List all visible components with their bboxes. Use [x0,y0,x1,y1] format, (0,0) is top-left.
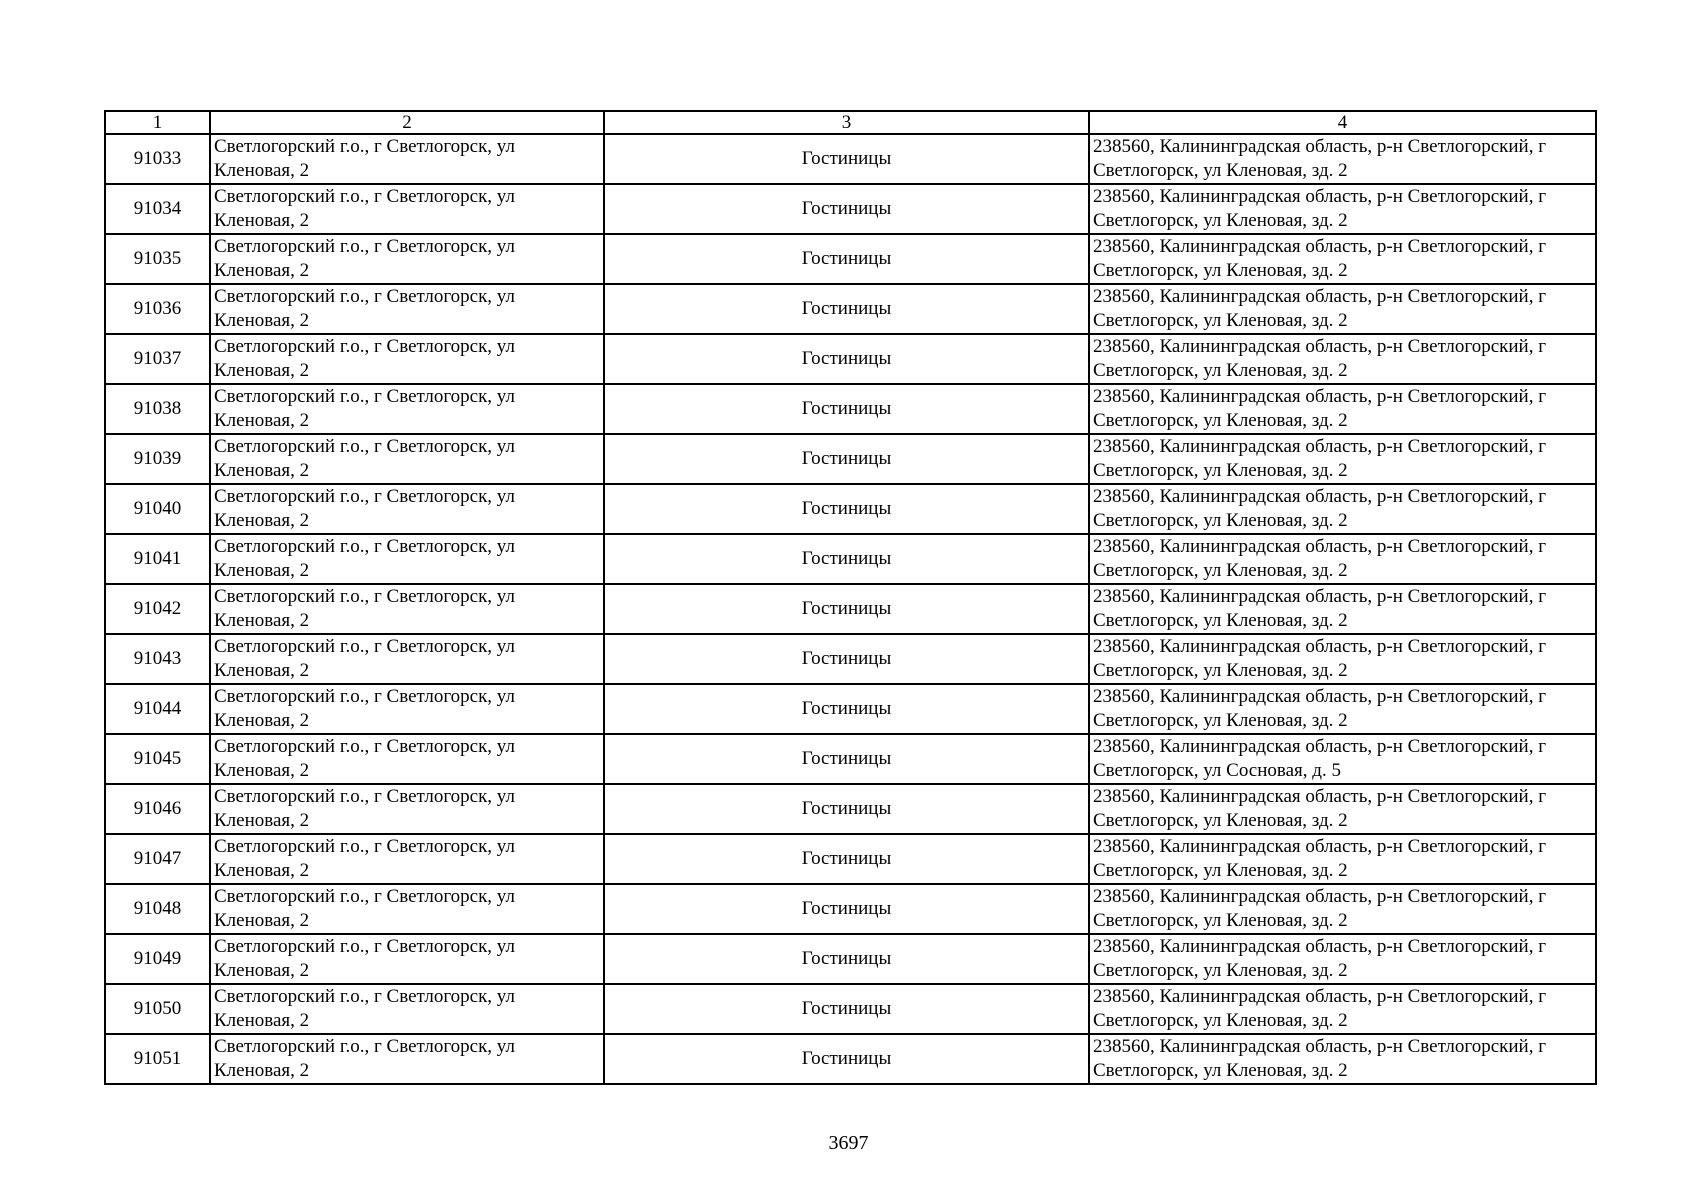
table-row [105,234,1596,284]
object-type-cell: Гостиницы [604,634,1089,684]
location-cell: Светлогорский г.о., г Светлогорск, ул Кленовая, 2 [210,734,604,784]
column-header-1: 1 [105,111,210,134]
row-number-cell: 91033 [105,134,210,184]
location-cell: Светлогорский г.о., г Светлогорск, ул Кленовая, 2 [210,834,604,884]
table-row [105,584,1596,634]
location-cell: Светлогорский г.о., г Светлогорск, ул Кленовая, 2 [210,984,604,1034]
page-number: 3697 [828,1132,869,1154]
table-row [105,184,1596,234]
address-cell: 238560, Калининградская область, р-н Светлогорский, г Светлогорск, ул Сосновая, д. 5 [1089,734,1596,784]
row-number-cell: 91048 [105,884,210,934]
row-number-cell: 91045 [105,734,210,784]
location-cell: Светлогорский г.о., г Светлогорск, ул Кленовая, 2 [210,284,604,334]
object-type-cell: Гостиницы [604,134,1089,184]
location-cell: Светлогорский г.о., г Светлогорск, ул Кленовая, 2 [210,384,604,434]
address-cell: 238560, Калининградская область, р-н Светлогорский, г Светлогорск, ул Кленовая, зд. 2 [1089,234,1596,284]
address-cell: 238560, Калининградская область, р-н Светлогорский, г Светлогорск, ул Кленовая, зд. 2 [1089,634,1596,684]
column-header-4: 4 [1089,111,1596,134]
row-number-cell: 91037 [105,334,210,384]
row-number-cell: 91042 [105,584,210,634]
location-cell: Светлогорский г.о., г Светлогорск, ул Кленовая, 2 [210,184,604,234]
location-cell: Светлогорский г.о., г Светлогорск, ул Кленовая, 2 [210,534,604,584]
table-row [105,984,1596,1034]
location-cell: Светлогорский г.о., г Светлогорск, ул Кленовая, 2 [210,934,604,984]
object-type-cell: Гостиницы [604,684,1089,734]
address-cell: 238560, Калининградская область, р-н Светлогорский, г Светлогорск, ул Кленовая, зд. 2 [1089,134,1596,184]
location-cell: Светлогорский г.о., г Светлогорск, ул Кленовая, 2 [210,234,604,284]
address-cell: 238560, Калининградская область, р-н Светлогорский, г Светлогорск, ул Кленовая, зд. 2 [1089,534,1596,584]
table-row [105,534,1596,584]
table-row [105,284,1596,334]
object-type-cell: Гостиницы [604,284,1089,334]
address-cell: 238560, Калининградская область, р-н Светлогорский, г Светлогорск, ул Кленовая, зд. 2 [1089,784,1596,834]
table-row [105,784,1596,834]
location-cell: Светлогорский г.о., г Светлогорск, ул Кленовая, 2 [210,784,604,834]
address-cell: 238560, Калининградская область, р-н Светлогорский, г Светлогорск, ул Кленовая, зд. 2 [1089,984,1596,1034]
location-cell: Светлогорский г.о., г Светлогорск, ул Кленовая, 2 [210,584,604,634]
address-cell: 238560, Калининградская область, р-н Светлогорский, г Светлогорск, ул Кленовая, зд. 2 [1089,284,1596,334]
object-type-cell: Гостиницы [604,934,1089,984]
column-header-2: 2 [210,111,604,134]
object-type-cell: Гостиницы [604,984,1089,1034]
address-cell: 238560, Калининградская область, р-н Светлогорский, г Светлогорск, ул Кленовая, зд. 2 [1089,834,1596,884]
row-number-cell: 91046 [105,784,210,834]
row-number-cell: 91040 [105,484,210,534]
address-cell: 238560, Калининградская область, р-н Светлогорский, г Светлогорск, ул Кленовая, зд. 2 [1089,1034,1596,1084]
object-type-cell: Гостиницы [604,1034,1089,1084]
row-number-cell: 91047 [105,834,210,884]
row-number-cell: 91035 [105,234,210,284]
table-row [105,634,1596,684]
table-row [105,834,1596,884]
table-row [105,884,1596,934]
object-type-cell: Гостиницы [604,384,1089,434]
table-row [105,1034,1596,1084]
object-type-cell: Гостиницы [604,734,1089,784]
row-number-cell: 91044 [105,684,210,734]
table-row [105,334,1596,384]
location-cell: Светлогорский г.о., г Светлогорск, ул Кленовая, 2 [210,134,604,184]
row-number-cell: 91038 [105,384,210,434]
object-type-cell: Гостиницы [604,184,1089,234]
address-cell: 238560, Калининградская область, р-н Светлогорский, г Светлогорск, ул Кленовая, зд. 2 [1089,434,1596,484]
table-row [105,684,1596,734]
address-cell: 238560, Калининградская область, р-н Светлогорский, г Светлогорск, ул Кленовая, зд. 2 [1089,484,1596,534]
address-cell: 238560, Калининградская область, р-н Светлогорский, г Светлогорск, ул Кленовая, зд. 2 [1089,384,1596,434]
object-type-cell: Гостиницы [604,334,1089,384]
row-number-cell: 91049 [105,934,210,984]
row-number-cell: 91034 [105,184,210,234]
location-cell: Светлогорский г.о., г Светлогорск, ул Кленовая, 2 [210,1034,604,1084]
row-number-cell: 91039 [105,434,210,484]
table-header-row [105,111,1596,134]
registry-table [104,110,1597,1085]
address-cell: 238560, Калининградская область, р-н Светлогорский, г Светлогорск, ул Кленовая, зд. 2 [1089,584,1596,634]
row-number-cell: 91051 [105,1034,210,1084]
object-type-cell: Гостиницы [604,234,1089,284]
address-cell: 238560, Калининградская область, р-н Светлогорский, г Светлогорск, ул Кленовая, зд. 2 [1089,684,1596,734]
table-row [105,734,1596,784]
table-row [105,434,1596,484]
location-cell: Светлогорский г.о., г Светлогорск, ул Кленовая, 2 [210,434,604,484]
object-type-cell: Гостиницы [604,534,1089,584]
location-cell: Светлогорский г.о., г Светлогорск, ул Кленовая, 2 [210,484,604,534]
address-cell: 238560, Калининградская область, р-н Светлогорский, г Светлогорск, ул Кленовая, зд. 2 [1089,334,1596,384]
object-type-cell: Гостиницы [604,434,1089,484]
row-number-cell: 91041 [105,534,210,584]
object-type-cell: Гостиницы [604,584,1089,634]
object-type-cell: Гостиницы [604,834,1089,884]
column-header-3: 3 [604,111,1089,134]
row-number-cell: 91036 [105,284,210,334]
address-cell: 238560, Калининградская область, р-н Светлогорский, г Светлогорск, ул Кленовая, зд. 2 [1089,884,1596,934]
address-cell: 238560, Калининградская область, р-н Светлогорский, г Светлогорск, ул Кленовая, зд. 2 [1089,934,1596,984]
location-cell: Светлогорский г.о., г Светлогорск, ул Кленовая, 2 [210,634,604,684]
table-body [105,134,1596,1084]
location-cell: Светлогорский г.о., г Светлогорск, ул Кленовая, 2 [210,684,604,734]
object-type-cell: Гостиницы [604,884,1089,934]
object-type-cell: Гостиницы [604,784,1089,834]
address-cell: 238560, Калининградская область, р-н Светлогорский, г Светлогорск, ул Кленовая, зд. 2 [1089,184,1596,234]
row-number-cell: 91050 [105,984,210,1034]
row-number-cell: 91043 [105,634,210,684]
object-type-cell: Гостиницы [604,484,1089,534]
table-row [105,134,1596,184]
table-row [105,484,1596,534]
location-cell: Светлогорский г.о., г Светлогорск, ул Кленовая, 2 [210,334,604,384]
table-row [105,934,1596,984]
table-row [105,384,1596,434]
location-cell: Светлогорский г.о., г Светлогорск, ул Кленовая, 2 [210,884,604,934]
